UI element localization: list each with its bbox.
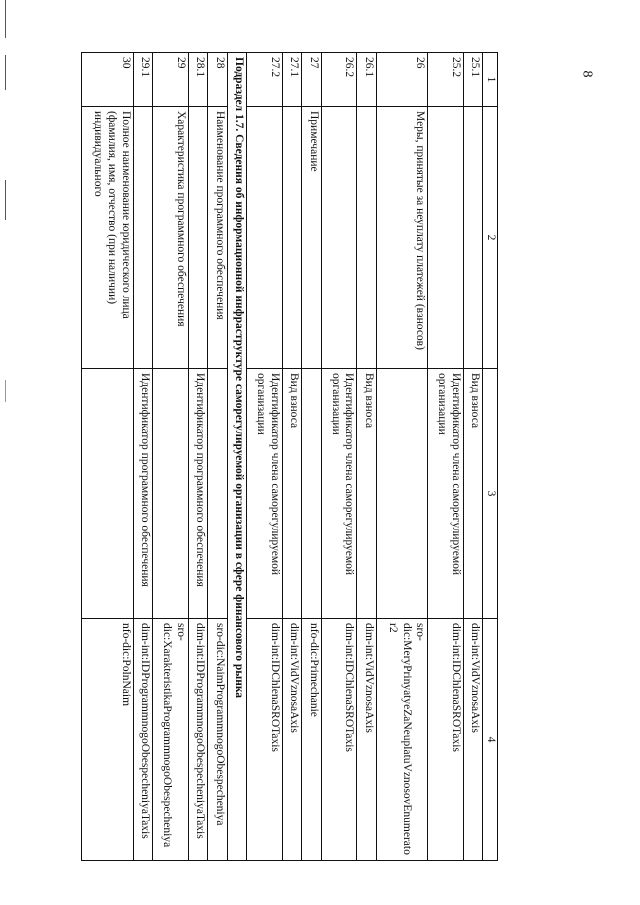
indicator-name-cell bbox=[357, 107, 377, 369]
table-row bbox=[302, 53, 322, 861]
taxonomy-code-cell: dim-int:IDProgrammnogoObespecheniyaTaxis bbox=[133, 619, 153, 861]
indicator-description-cell: Идентификатор программного обеспечения bbox=[133, 369, 153, 619]
indicator-name-cell: Примечание bbox=[302, 107, 322, 369]
table-row bbox=[357, 53, 377, 861]
section-heading-row bbox=[227, 53, 247, 861]
taxonomy-code-cell: dim-int:IDProgrammnogoObespecheniyaTaxis bbox=[188, 619, 208, 861]
taxonomy-code-cell: dim-int:IDChlenaSROTaxis bbox=[428, 619, 464, 861]
taxonomy-code-cell: sro-dic:XarakteristikaProgrammnogoObespecheniya bbox=[153, 619, 189, 861]
row-number-cell: 29 bbox=[153, 53, 189, 107]
table-body bbox=[82, 53, 483, 861]
row-number-cell: 25.2 bbox=[428, 53, 464, 107]
row-number-cell: 26.2 bbox=[321, 53, 357, 107]
scan-margin-mark bbox=[5, 180, 6, 220]
indicator-name-cell bbox=[321, 107, 357, 369]
section-heading: Подраздел 1.7. Сведения об информационной инфраструктуре саморегулируемой организации в сфере финансового рынка bbox=[227, 53, 247, 861]
table-row bbox=[463, 53, 483, 861]
indicator-description-cell: Идентификатор члена саморегулируемой организации bbox=[428, 369, 464, 619]
indicator-name-cell bbox=[188, 107, 208, 369]
taxonomy-code-cell: nfo-dic:Primechanie bbox=[302, 619, 322, 861]
taxonomy-code-cell: sro-dic:NaimProgrammnogoObespecheniya bbox=[208, 619, 228, 861]
indicator-description-cell: Вид взноса bbox=[357, 369, 377, 619]
taxonomy-code-cell: dim-int:VidVznosaAxis bbox=[282, 619, 302, 861]
indicator-description-cell bbox=[82, 369, 134, 619]
indicator-name-cell bbox=[133, 107, 153, 369]
indicator-description-cell: Идентификатор программного обеспечения bbox=[188, 369, 208, 619]
indicator-description-cell bbox=[153, 369, 189, 619]
indicator-description-cell: Вид взноса bbox=[463, 369, 483, 619]
taxonomy-code-cell: dim-int:VidVznosaAxis bbox=[357, 619, 377, 861]
indicator-name-cell bbox=[428, 107, 464, 369]
table-row bbox=[376, 53, 428, 861]
column-header: 1 bbox=[483, 53, 498, 107]
document-table-rotated bbox=[81, 52, 498, 860]
taxonomy-code-cell: dim-int:IDChlenaSROTaxis bbox=[321, 619, 357, 861]
row-number-cell: 28 bbox=[208, 53, 228, 107]
indicator-name-cell bbox=[463, 107, 483, 369]
taxonomy-code-cell: dim-int:VidVznosaAxis bbox=[463, 619, 483, 861]
column-header: 4 bbox=[483, 619, 498, 861]
data-table bbox=[81, 52, 498, 861]
row-number-cell: 26.1 bbox=[357, 53, 377, 107]
scan-margin-mark bbox=[5, 0, 6, 38]
scan-margin-mark bbox=[5, 380, 6, 402]
taxonomy-code-cell: dim-int:IDChlenaSROTaxis bbox=[247, 619, 283, 861]
indicator-description-cell bbox=[302, 369, 322, 619]
row-number-cell: 28.1 bbox=[188, 53, 208, 107]
page-number: 8 bbox=[579, 70, 595, 78]
table-row bbox=[133, 53, 153, 861]
indicator-description-cell bbox=[208, 369, 228, 619]
row-number-cell: 27 bbox=[302, 53, 322, 107]
indicator-name-cell: Меры, принятые за неуплату платежей (взносов) bbox=[376, 107, 428, 369]
indicator-description-cell: Идентификатор члена саморегулируемой организации bbox=[321, 369, 357, 619]
indicator-name-cell bbox=[282, 107, 302, 369]
table-row bbox=[247, 53, 283, 861]
table-header-row bbox=[483, 53, 498, 861]
row-number-cell: 29.1 bbox=[133, 53, 153, 107]
column-header: 2 bbox=[483, 107, 498, 369]
indicator-name-cell: Характеристика программного обеспечения bbox=[153, 107, 189, 369]
indicator-description-cell bbox=[376, 369, 428, 619]
taxonomy-code-cell: sro-dic:MeryPrinyatyeZaNeuplatuVznosovEnumerator2 bbox=[376, 619, 428, 861]
indicator-name-cell: Наименование программного обеспечения bbox=[208, 107, 228, 369]
table-row bbox=[428, 53, 464, 861]
row-number-cell: 26 bbox=[376, 53, 428, 107]
table-row bbox=[282, 53, 302, 861]
column-header: 3 bbox=[483, 369, 498, 619]
indicator-name-cell: Полное наименование юридического лица (фамилия, имя, отчество (при наличии) индивидуального bbox=[82, 107, 134, 369]
table-row bbox=[82, 53, 134, 861]
row-number-cell: 27.1 bbox=[282, 53, 302, 107]
indicator-description-cell: Идентификатор члена саморегулируемой организации bbox=[247, 369, 283, 619]
table-row bbox=[208, 53, 228, 861]
row-number-cell: 25.1 bbox=[463, 53, 483, 107]
table-row bbox=[321, 53, 357, 861]
table-row bbox=[153, 53, 189, 861]
row-number-cell: 30 bbox=[82, 53, 134, 107]
taxonomy-code-cell: nfo-dic:PolnNaim bbox=[82, 619, 134, 861]
row-number-cell: 27.2 bbox=[247, 53, 283, 107]
scan-margin-mark bbox=[5, 55, 6, 90]
table-row bbox=[188, 53, 208, 861]
indicator-name-cell bbox=[247, 107, 283, 369]
indicator-description-cell: Вид взноса bbox=[282, 369, 302, 619]
